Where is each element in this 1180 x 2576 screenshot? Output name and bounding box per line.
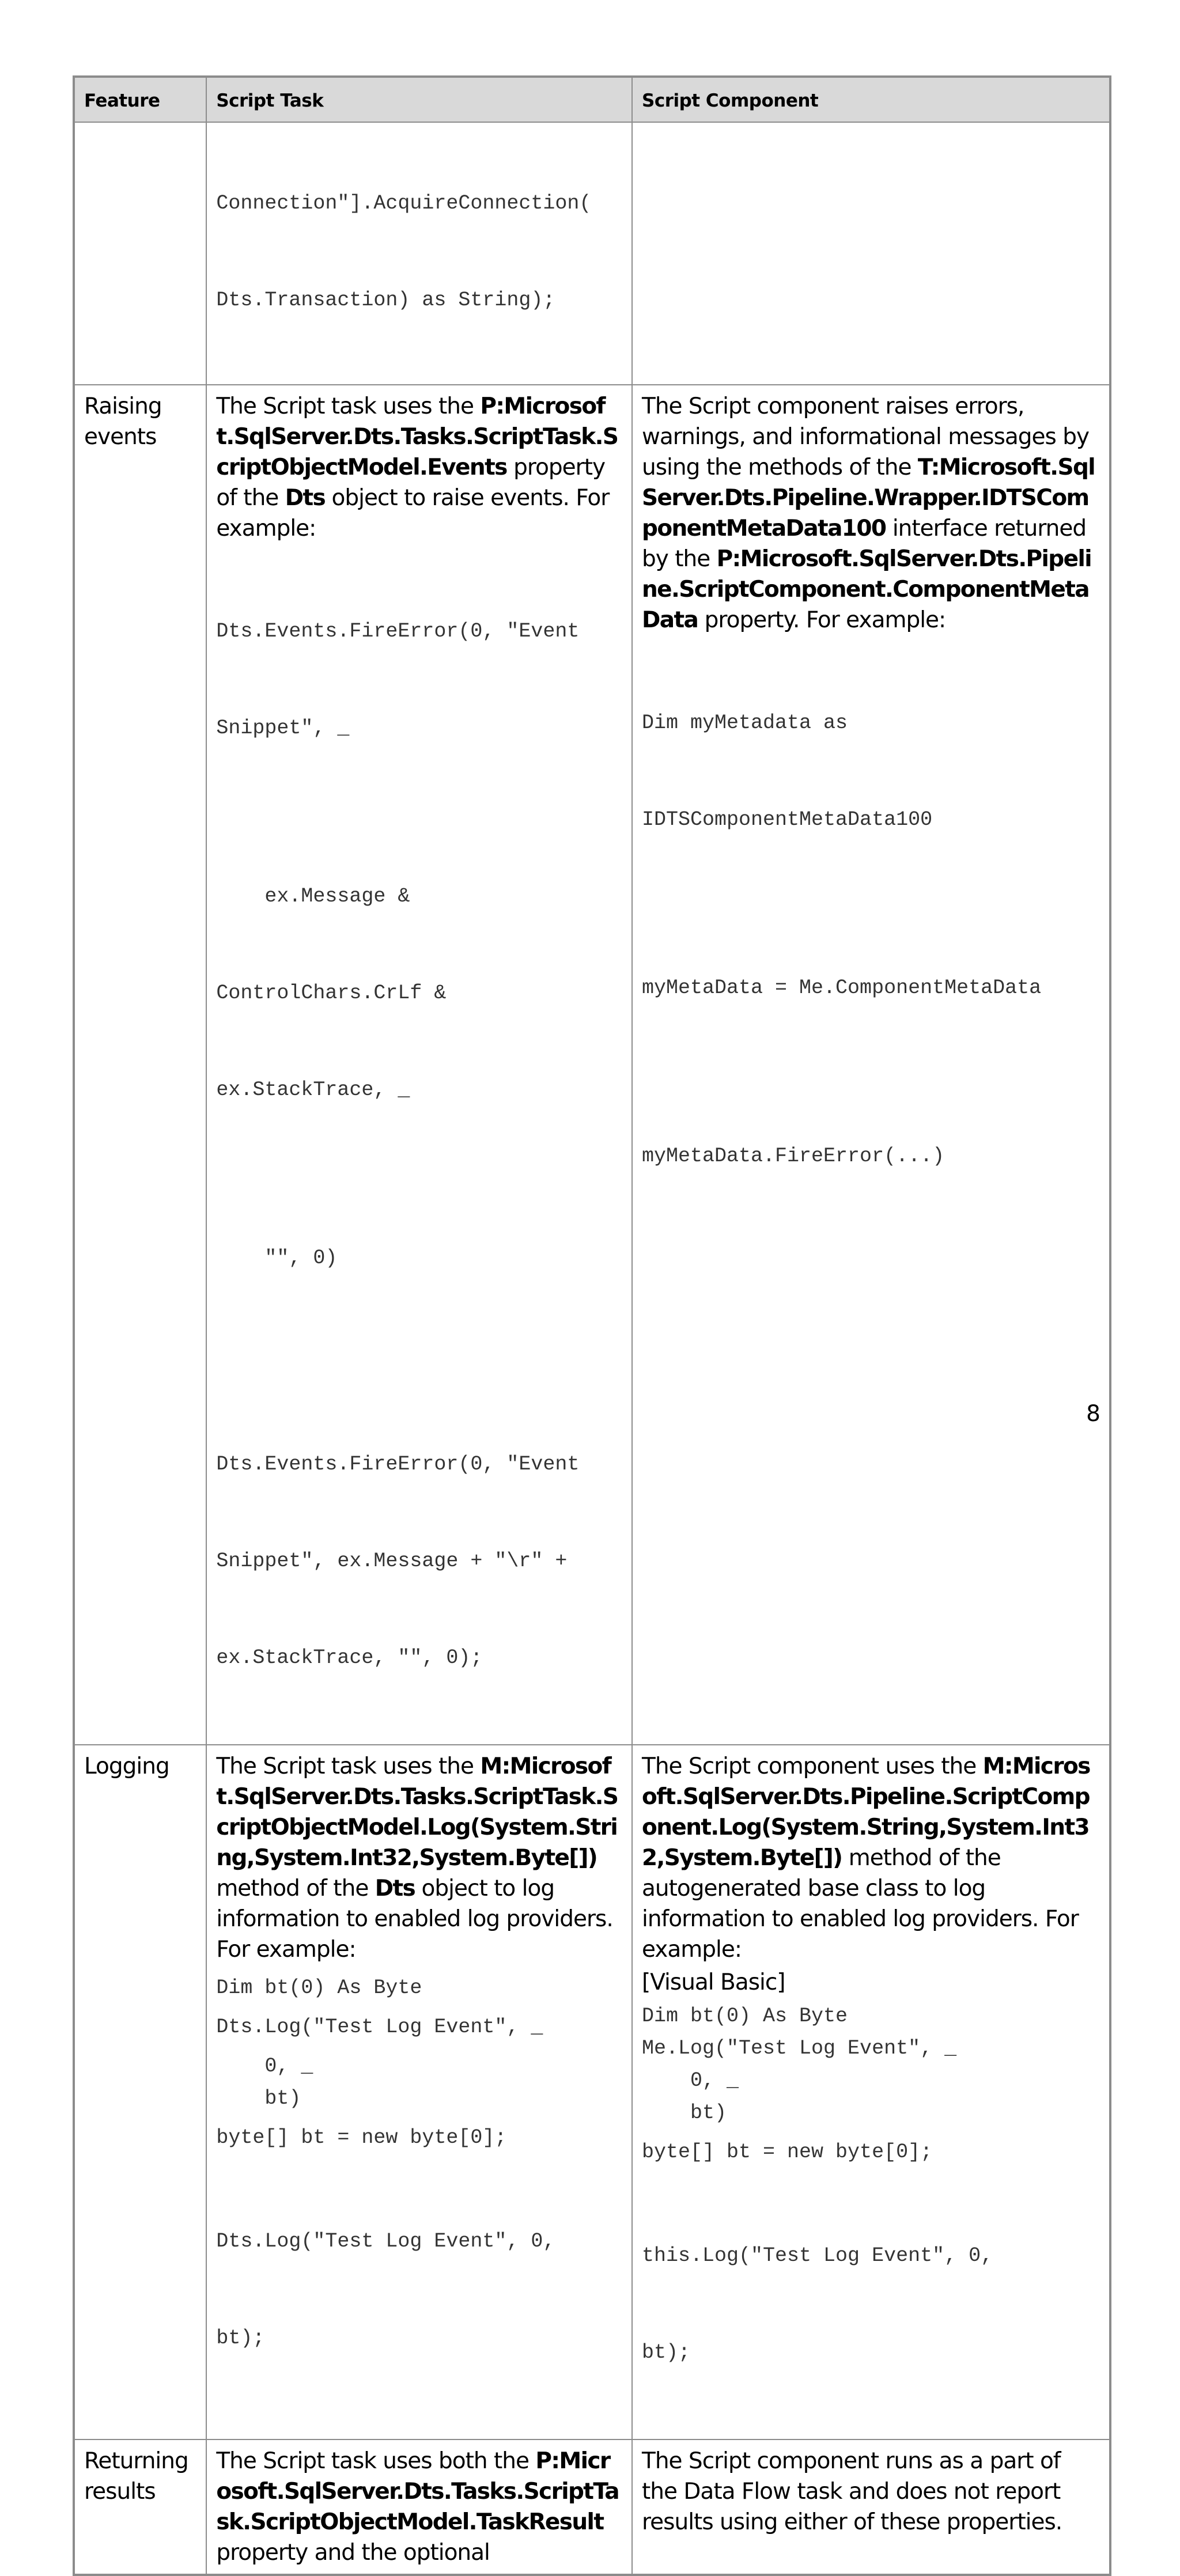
task-cell — [206, 2439, 632, 2575]
code-block — [216, 2050, 622, 2082]
component-cell — [632, 385, 1110, 1745]
feature-label: Raising events — [84, 393, 162, 450]
code-line: Me.Log("Test Log Event", _ — [642, 2037, 957, 2060]
code-block — [642, 2136, 1100, 2168]
text: The Script task uses the — [216, 393, 481, 419]
code-block — [216, 1384, 622, 1738]
code-line: "", 0) — [216, 1247, 338, 1270]
code-line: myMetaData.FireError(...) — [642, 1145, 945, 1168]
table-row-logging — [74, 1745, 1110, 2439]
text: method of the — [216, 1876, 375, 1901]
text: The Script component raises errors, warnings, and informational messages by using the methods of the — [642, 393, 1090, 480]
description — [642, 1751, 1100, 1965]
text: property. For example: — [698, 607, 946, 633]
code-line: ex.StackTrace, "", 0); — [216, 1646, 483, 1669]
header-row — [74, 77, 1110, 122]
feature-cell — [74, 1745, 206, 2439]
text: The Script component uses the — [642, 1753, 983, 1779]
api-reference: P:Microsoft.SqlServer.Dts.Tasks.ScriptTask.ScriptObjectModel.TaskResult — [216, 2448, 619, 2535]
code-line: byte[] bt = new byte[0]; — [216, 2126, 507, 2149]
code-line: 0, _ — [642, 2069, 739, 2092]
api-reference: P:Microsoft.SqlServer.Dts.Pipeline.ScriptComponent.ComponentMetaData — [642, 546, 1091, 633]
feature-cell — [74, 385, 206, 1745]
text: object to raise events. For example: — [216, 485, 610, 541]
code-line: this.Log("Test Log Event", 0, — [642, 2244, 993, 2267]
code-block — [216, 2122, 622, 2154]
code-line: myMetaData = Me.ComponentMetaData — [642, 976, 1042, 999]
text: property and the optional — [216, 2540, 490, 2566]
text: property of the — [216, 454, 606, 511]
api-reference: P:Microsoft.SqlServer.Dts.Tasks.ScriptTask.ScriptObjectModel.Events — [216, 393, 618, 480]
code-line: ex.StackTrace, _ — [216, 1078, 410, 1101]
code-line: byte[] bt = new byte[0]; — [642, 2141, 933, 2164]
header-script-component: Script Component — [632, 77, 1110, 122]
feature-label: Returning results — [84, 2448, 188, 2505]
code-block — [642, 2032, 1100, 2064]
feature-cell — [74, 122, 206, 385]
code-line: Snippet", _ — [216, 717, 350, 740]
description — [216, 391, 622, 544]
api-reference: T:Microsoft.SqlServer.Dts.Pipeline.Wrapper.IDTSComponentMetaData100 — [642, 454, 1095, 541]
code-line: bt); — [216, 2327, 265, 2350]
code-block — [216, 551, 622, 809]
task-cell — [206, 385, 632, 1745]
api-reference: M:Microsoft.SqlServer.Dts.Pipeline.ScriptComponent.Log(System.String,System.Int32,System.Byte[]) — [642, 1753, 1090, 1871]
feature-cell — [74, 2439, 206, 2575]
component-cell — [632, 122, 1110, 385]
code-line: bt) — [642, 2101, 727, 2124]
task-cell — [206, 122, 632, 385]
description: The Script component runs as a part of the Data Flow task and does not report results using either of these properties. — [642, 2448, 1062, 2535]
code-block — [216, 2011, 622, 2043]
code-line: bt) — [216, 2087, 301, 2110]
api-reference: Dts — [285, 485, 326, 511]
code-block — [216, 2082, 622, 2115]
table-row-raising-events — [74, 385, 1110, 1745]
component-cell — [632, 2439, 1110, 2575]
page-number: 8 — [1086, 1401, 1100, 1427]
text: The Script task uses the — [216, 1753, 481, 1779]
code-line: Dts.Transaction) as String); — [216, 289, 555, 312]
code-block — [642, 1075, 1100, 1237]
code-block — [216, 1177, 622, 1339]
code-block — [642, 2064, 1100, 2097]
feature-comparison-table — [73, 75, 1111, 2576]
description — [642, 391, 1100, 635]
description — [216, 1751, 622, 1965]
code-line: ex.Message & — [216, 885, 410, 908]
code-line: Dim bt(0) As Byte — [216, 1976, 422, 1999]
code-block — [642, 642, 1100, 900]
table-row-returning-results — [74, 2439, 1110, 2575]
code-line: Dts.Events.FireError(0, "Event — [216, 620, 580, 643]
text: method of the autogenerated base class to log information to enabled log providers. For example: — [642, 1845, 1079, 1963]
code-line: Dim myMetadata as — [642, 711, 848, 734]
code-block — [642, 907, 1100, 1069]
code-block — [216, 1972, 622, 2004]
header-script-task: Script Task — [206, 77, 632, 122]
code-line: IDTSComponentMetaData100 — [642, 808, 933, 831]
code-line: ControlChars.CrLf & — [216, 982, 447, 1005]
code-block — [642, 2000, 1100, 2032]
code-line: Dts.Log("Test Log Event", 0, — [216, 2230, 555, 2253]
code-line: Dim bt(0) As Byte — [642, 2005, 848, 2028]
code-block — [642, 2175, 1100, 2433]
code-block — [216, 123, 622, 381]
code-line: Connection"].AcquireConnection( — [216, 192, 592, 215]
text: interface returned by the — [642, 516, 1087, 572]
task-cell — [206, 1745, 632, 2439]
api-reference: Dts — [375, 1876, 415, 1901]
code-block — [216, 816, 622, 1170]
table-row-continuation — [74, 122, 1110, 385]
code-line: 0, _ — [216, 2055, 313, 2078]
description — [216, 2446, 622, 2568]
header-feature: Feature — [74, 77, 206, 122]
text: The Script task uses both the — [216, 2448, 536, 2474]
api-reference: M:Microsoft.SqlServer.Dts.Tasks.ScriptTask.ScriptObjectModel.Log(System.String,System.Int32,System.Byte[]) — [216, 1753, 618, 1871]
language-label: [Visual Basic] — [642, 1969, 785, 1995]
code-line: Snippet", ex.Message + "\r" + — [216, 1550, 568, 1573]
code-line: Dts.Events.FireError(0, "Event — [216, 1453, 580, 1476]
text: object to log information to enabled log providers. For example: — [216, 1876, 613, 1963]
code-block — [216, 2161, 622, 2419]
component-cell — [632, 1745, 1110, 2439]
code-block — [642, 2097, 1100, 2129]
code-line: Dts.Log("Test Log Event", _ — [216, 2016, 543, 2039]
code-line: bt); — [642, 2341, 691, 2364]
feature-label: Logging — [84, 1753, 169, 1779]
